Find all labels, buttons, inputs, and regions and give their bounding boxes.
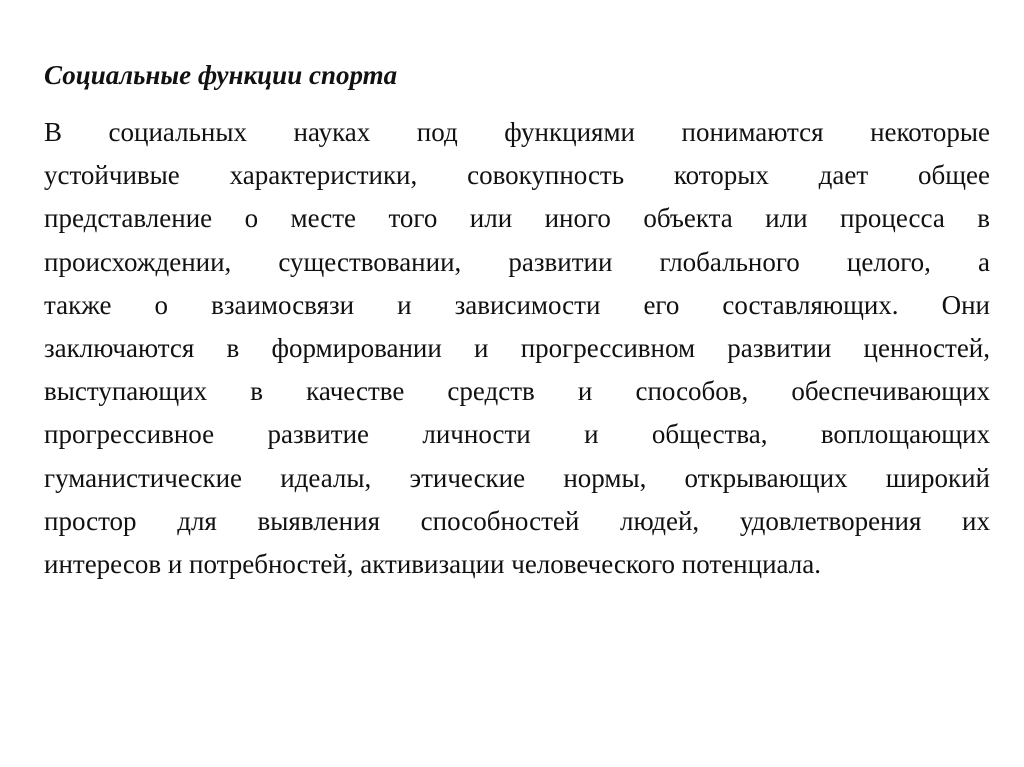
paragraph-line: также о взаимосвязи и зависимости его составляющих. Они [44, 289, 990, 320]
slide-title: Социальные функции спорта [44, 60, 398, 90]
paragraph-line: заключаются в формировании и прогрессивном развитии ценностей, [44, 333, 990, 364]
paragraph-line: гуманистические идеалы, этические нормы, открывающих широкий [44, 462, 990, 493]
paragraph-line: интересов и потребностей, активизации человеческого потенциала. [44, 549, 821, 580]
paragraph-line: происхождении, существовании, развитии глобального целого, а [44, 246, 990, 277]
paragraph-line: устойчивые характеристики, совокупность которых дает общее [44, 160, 990, 191]
paragraph-line: представление о месте того или иного объекта или процесса в [44, 203, 990, 234]
paragraph-line: простор для выявления способностей людей, удовлетворения их [44, 505, 990, 536]
body-paragraph [44, 111, 990, 586]
paragraph-line: В социальных науках под функциями понимаются некоторые [44, 117, 990, 147]
paragraph-line: выступающих в качестве средств и способов, обеспечивающих [44, 376, 990, 407]
paragraph-line: прогрессивное развитие личности и общества, воплощающих [44, 419, 990, 450]
